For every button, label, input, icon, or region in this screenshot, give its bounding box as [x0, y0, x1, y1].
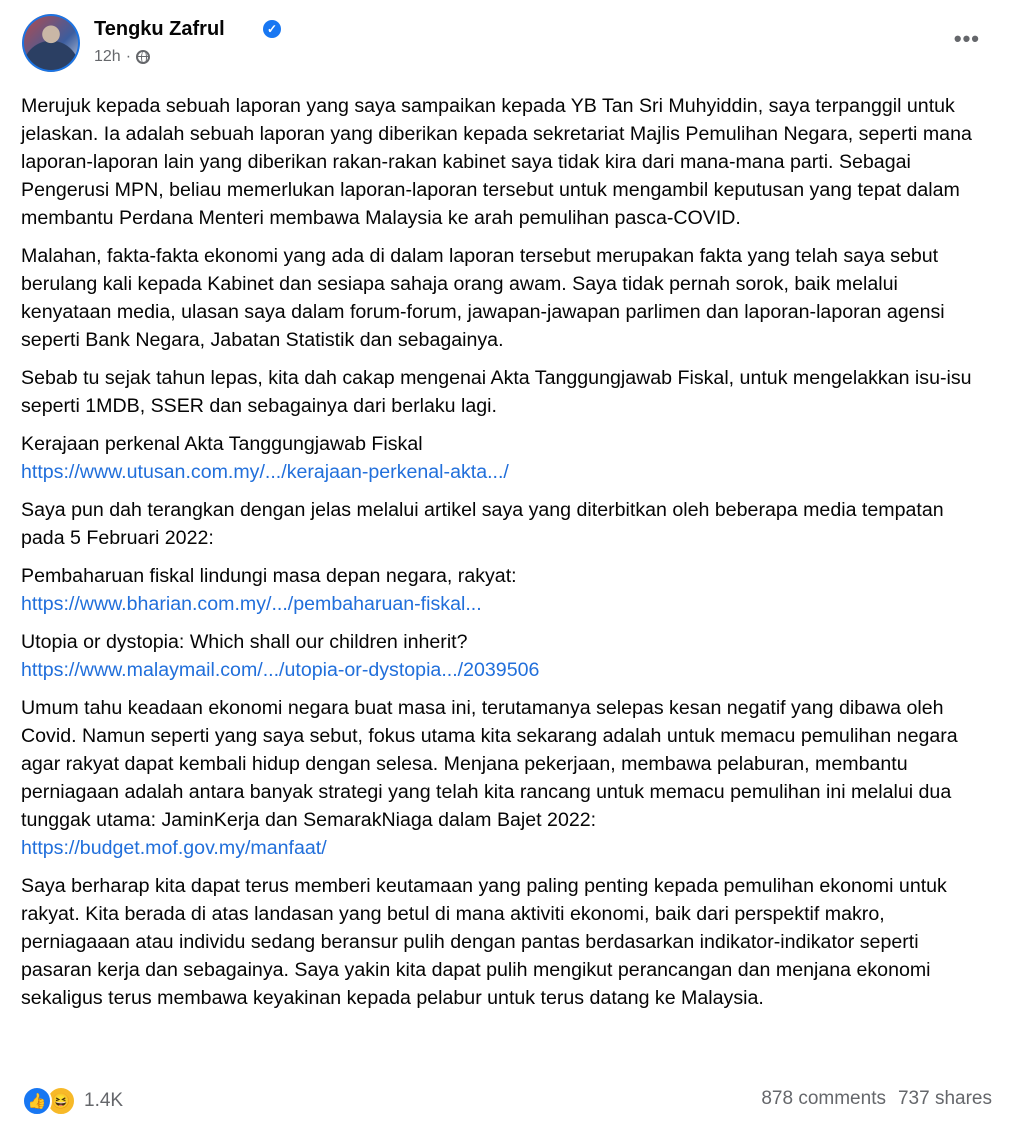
post-stats	[761, 1088, 992, 1110]
budget-link[interactable]: https://budget.mof.gov.my/manfaat/	[21, 837, 327, 859]
shares-count[interactable]: 737 shares	[897, 1088, 992, 1109]
paragraph: Sebab tu sejak tahun lepas, kita dah cakap mengenai Akta Tanggungjawab Fiskal, untuk mengelakkan isu-isu seperti 1MDB, SSER dan sebagainya dari berlaku lagi.	[21, 367, 972, 417]
post-time[interactable]: 12h	[94, 48, 121, 65]
paragraph-with-link	[21, 562, 991, 618]
post-footer	[22, 1084, 992, 1116]
paragraph: Saya berharap kita dapat terus memberi keutamaan yang paling penting kepada pemulihan ekonomi untuk rakyat. Kita berada di atas landasan yang betul di mana aktiviti ekonomi, baik dari perspektif makro, perniagaaan atau individu sedang beransur pulih dengan pantas berdasarkan indikator-indikator seperti pasaran kerja dan sebagainya. Saya yakin kita dapat pulih mengikut perancangan dan menjana ekonomi sekaligus terus membawa keyakinan kepada pelabur untuk terus datang ke Malaysia.	[21, 875, 947, 1009]
post-header	[22, 14, 990, 74]
paragraph-with-link	[21, 430, 991, 486]
comments-count[interactable]: 878 comments	[761, 1088, 886, 1109]
author-avatar[interactable]	[22, 14, 80, 72]
utusan-link[interactable]: https://www.utusan.com.my/.../kerajaan-perkenal-akta.../	[21, 461, 509, 483]
paragraph-with-link	[21, 694, 991, 862]
like-icon: 👍	[22, 1086, 52, 1116]
reaction-count[interactable]: 1.4K	[84, 1090, 124, 1111]
post-meta	[94, 48, 150, 66]
globe-icon[interactable]	[136, 50, 150, 64]
link-caption: Utopia or dystopia: Which shall our children inherit?	[21, 631, 468, 653]
paragraph: Saya pun dah terangkan dengan jelas melalui artikel saya yang diterbitkan oleh beberapa media tempatan pada 5 Februari 2022:	[21, 499, 944, 549]
post-body	[21, 92, 991, 1022]
verified-badge-icon: ✓	[263, 20, 281, 38]
more-options-icon[interactable]: •••	[953, 26, 980, 51]
reactions-summary[interactable]	[22, 1086, 123, 1116]
link-caption: Pembaharuan fiskal lindungi masa depan negara, rakyat:	[21, 565, 517, 587]
link-caption: Kerajaan perkenal Akta Tanggungjawab Fiskal	[21, 433, 423, 455]
paragraph-with-link	[21, 628, 991, 684]
author-name[interactable]: Tengku Zafrul	[94, 18, 225, 40]
haha-icon: 😆	[46, 1086, 76, 1116]
malaymail-link[interactable]: https://www.malaymail.com/.../utopia-or-dystopia.../2039506	[21, 659, 540, 681]
meta-separator: ·	[125, 48, 132, 65]
bharian-link[interactable]: https://www.bharian.com.my/.../pembaharuan-fiskal...	[21, 593, 482, 615]
paragraph: Merujuk kepada sebuah laporan yang saya sampaikan kepada YB Tan Sri Muhyiddin, saya terpanggil untuk jelaskan. Ia adalah sebuah laporan yang diberikan kepada sekretariat Majlis Pemulihan Negara, seperti mana laporan-laporan lain yang diberikan rakan-rakan kabinet saya tidak kira dari mana-mana parti. Sebagai Pengerusi MPN, beliau memerlukan laporan-laporan tersebut untuk mengambil keputusan yang tepat dalam membantu Perdana Menteri membawa Malaysia ke arah pemulihan pasca-COVID.	[21, 95, 972, 229]
paragraph: Malahan, fakta-fakta ekonomi yang ada di dalam laporan tersebut merupakan fakta yang telah saya sebut berulang kali kepada Kabinet dan sesiapa sahaja orang awam. Saya tidak pernah sorok, baik melalui kenyataan media, ulasan saya dalam forum-forum, jawapan-jawapan parlimen dan laporan-laporan agensi seperti Bank Negara, Jabatan Statistik dan sebagainya.	[21, 245, 945, 351]
paragraph-text: Umum tahu keadaan ekonomi negara buat masa ini, terutamanya selepas kesan negatif yang dibawa oleh Covid. Namun seperti yang saya sebut, fokus utama kita sekarang adalah untuk memacu pemulihan negara agar rakyat dapat kembali hidup dengan selesa. Menjana pekerjaan, membawa pelaburan, membantu perniagaan adalah antara banyak strategi yang telah kita rancang untuk memacu pemulihan ini melalui dua tunggak utama: JaminKerja dan SemarakNiaga dalam Bajet 2022:	[21, 697, 958, 831]
